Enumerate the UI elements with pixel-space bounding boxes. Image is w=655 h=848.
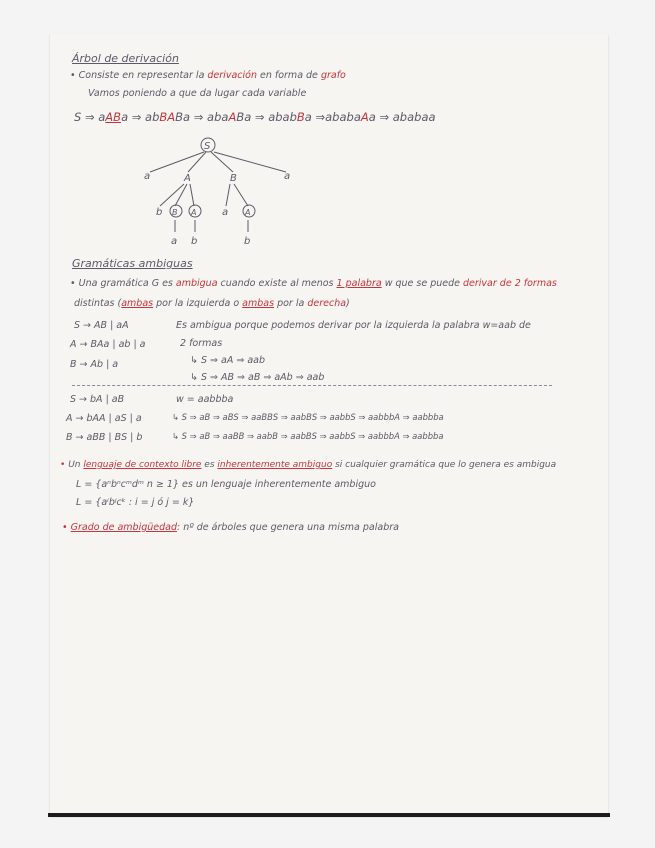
derivation-2: ↳ S ⇒ aB ⇒ aaBB ⇒ aabB ⇒ aabBS ⇒ aabbS ⇒ aabbbA ⇒ aabbba — [172, 431, 444, 441]
text-run: ) — [346, 298, 350, 309]
derivation-line: S ⇒ aABa ⇒ abBABa ⇒ abaABa ⇒ ababBa ⇒ababaAa ⇒ ababaa — [74, 110, 436, 124]
page-bottom-edge — [48, 813, 610, 817]
grammar-rule: B → aBB | BS | b — [66, 432, 143, 443]
text-run: Una gramática G es — [78, 278, 176, 289]
example-explanation-2: 2 formas — [180, 338, 223, 349]
highlight-derivar: derivar de 2 formas — [463, 278, 557, 289]
definition-ambigua: • Una gramática G es ambigua cuando existe al menos 1 palabra w que se puede derivar de 2 formas — [70, 278, 557, 289]
inherent-example-2: L = {aⁱbʲcᵏ : i = j ó j = k} — [76, 497, 195, 508]
tree-node-l2: a — [222, 207, 229, 218]
highlight-grafo: grafo — [320, 70, 346, 81]
tree-node-l3: b — [244, 236, 251, 247]
grammar-rule: B → Ab | a — [70, 359, 119, 370]
highlight-derivacion: derivación — [207, 70, 257, 81]
example-word: w = aabbba — [176, 394, 234, 405]
section-title-arbol: Árbol de derivación — [72, 52, 179, 65]
highlight-grado: Grado de ambigüedad — [70, 522, 178, 533]
grammar-rule: S → AB | aA — [74, 320, 129, 331]
inherent-example: L = {aⁿbⁿcᵐdᵐ n ≥ 1} es un lenguaje inherentemente ambiguo — [76, 479, 376, 490]
inherent-definition: • Un lenguaje de contexto libre es inherentemente ambiguo si cualquier gramática que lo genera es ambigua — [60, 460, 557, 470]
grammar-rule: S → bA | aB — [70, 394, 125, 405]
text-run: : nº de árboles que genera una misma palabra — [177, 522, 399, 533]
tree-node-l1: a — [144, 171, 151, 182]
highlight-lenguaje: lenguaje de contexto libre — [83, 460, 202, 470]
text-run: por la — [274, 298, 308, 309]
text-run: si cualquier gramática que lo genera es ambigua — [332, 460, 557, 470]
highlight-ambas: ambas — [242, 298, 275, 309]
tree-node-l2: b — [156, 207, 163, 218]
grammar-rule: A → bAA | aS | a — [66, 413, 142, 424]
highlight-ambigua: ambigua — [175, 278, 218, 289]
bullet-line2: Vamos poniendo a que da lugar cada variable — [88, 88, 307, 99]
derivation-left-2: ↳ S ⇒ AB ⇒ aB ⇒ aAb ⇒ aab — [190, 372, 325, 383]
highlight-derecha: derecha — [307, 298, 347, 309]
tree-node-l3: a — [171, 236, 178, 247]
text-run: distintas ( — [74, 298, 122, 309]
tree-node-root: S — [204, 141, 211, 152]
definition-ambigua-line2 — [74, 298, 350, 309]
tree-node-l1: B — [230, 173, 237, 184]
text-run: w que se puede — [381, 278, 464, 289]
tree-node-l2: B — [172, 208, 178, 217]
grammar-rule: A → BAa | ab | a — [70, 339, 146, 350]
text-run: por la izquierda o — [153, 298, 243, 309]
tree-node-l1: A — [184, 173, 191, 184]
text-run: es — [201, 460, 218, 470]
highlight-1-palabra: 1 palabra — [336, 278, 382, 289]
highlight-inherente: inherentemente ambiguo — [217, 460, 333, 470]
text-run: Consiste en representar la — [78, 70, 208, 81]
separator-dashed — [72, 385, 552, 386]
example-explanation: Es ambigua porque podemos derivar por la izquierda la palabra w=aab de — [176, 320, 531, 331]
tree-node-l1: a — [284, 171, 291, 182]
highlight-ambas: ambas — [121, 298, 154, 309]
tree-node-l2: A — [245, 208, 251, 217]
text-run: cuando existe al menos — [217, 278, 337, 289]
tree-node-l2: A — [191, 208, 197, 217]
grado-definition: • Grado de ambigüedad: nº de árboles que genera una misma palabra — [62, 522, 399, 533]
section-title-ambiguas: Gramáticas ambiguas — [72, 257, 193, 270]
derivation-tree — [130, 134, 310, 249]
tree-node-l3: b — [191, 236, 198, 247]
text-run: Un — [68, 460, 84, 470]
bullet-definition: • Consiste en representar la derivación en forma de grafo — [70, 70, 346, 81]
derivation-1: ↳ S ⇒ aB ⇒ aBS ⇒ aaBBS ⇒ aabBS ⇒ aabbS ⇒ aabbbA ⇒ aabbba — [172, 412, 444, 422]
text-run: en forma de — [256, 70, 321, 81]
derivation-left-1: ↳ S ⇒ aA ⇒ aab — [190, 355, 266, 366]
